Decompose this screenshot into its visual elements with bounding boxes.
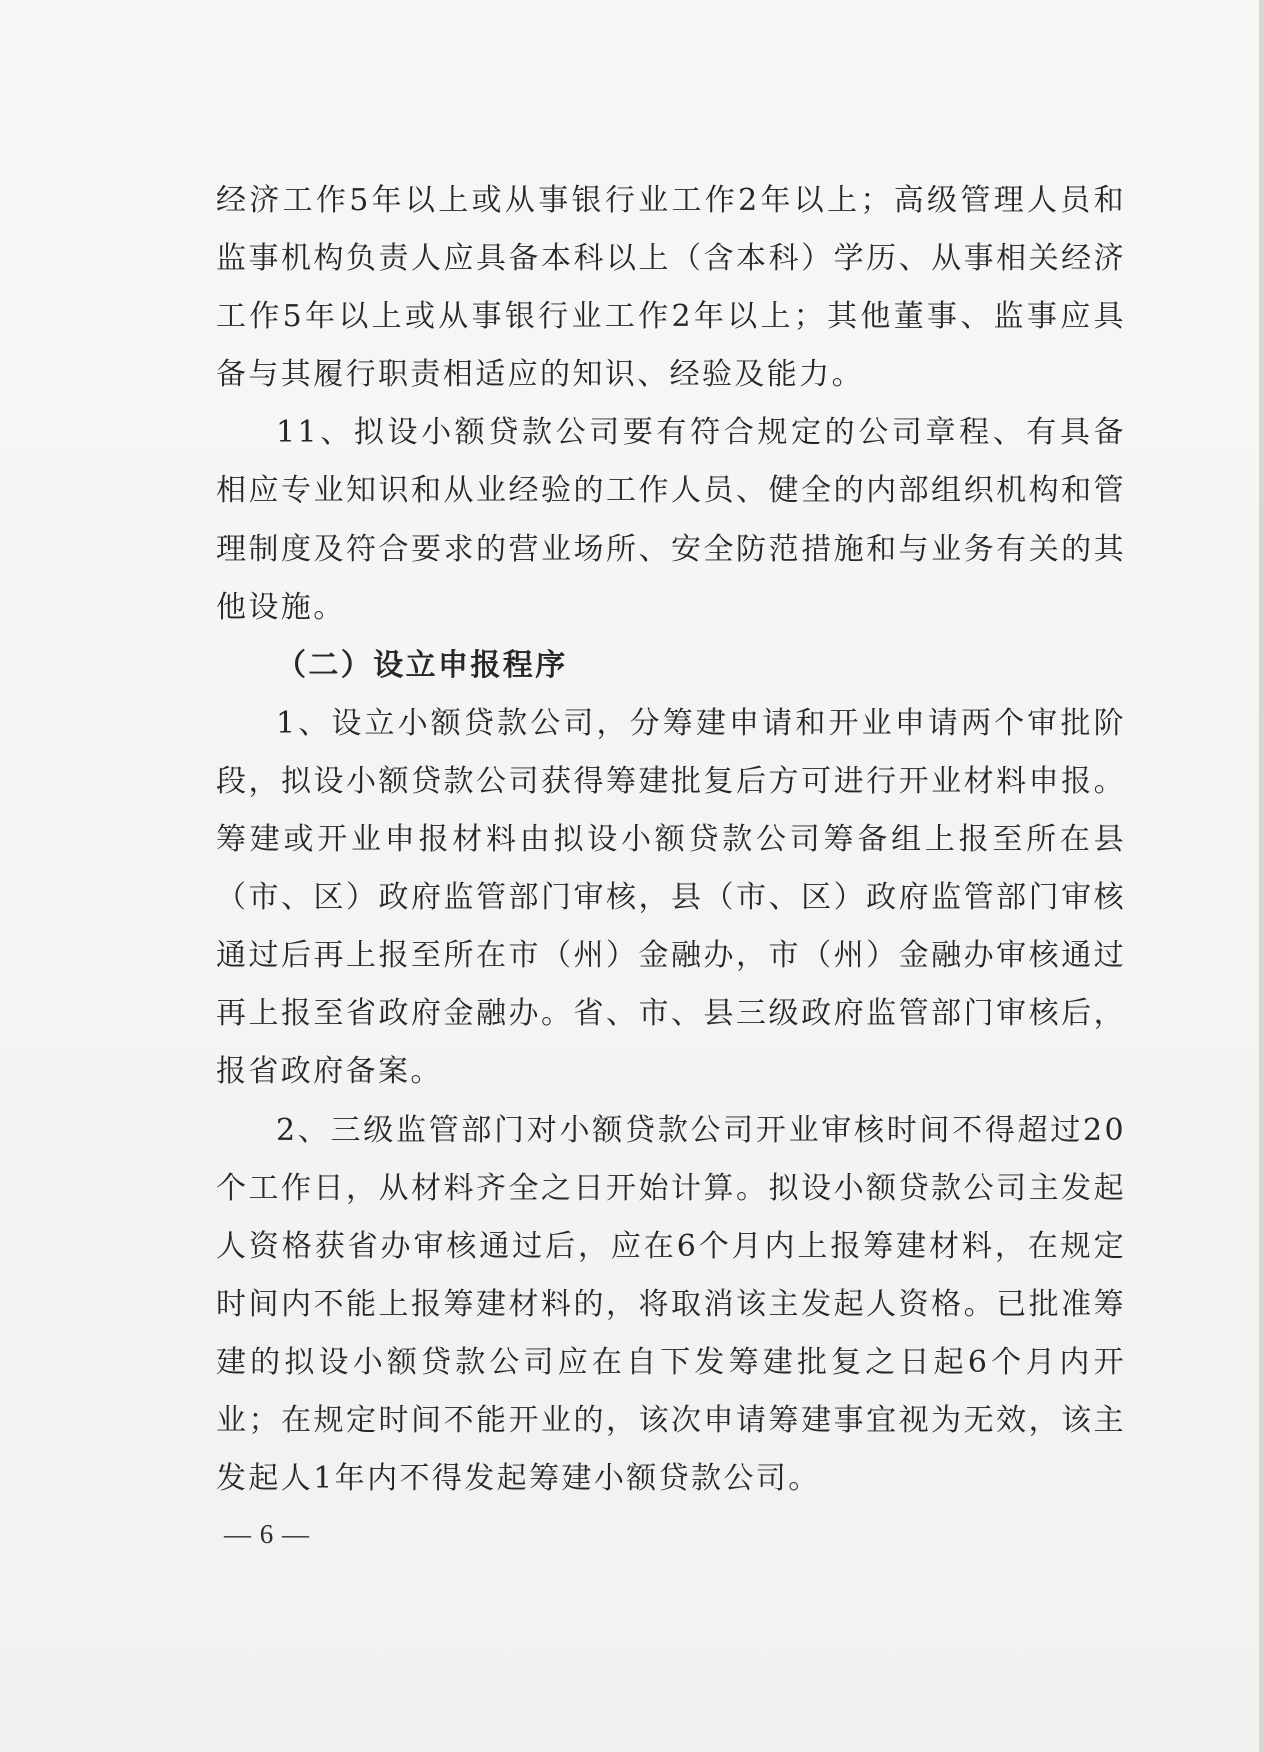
paragraph-procedure-item-1: 1、设立小额贷款公司，分筹建申请和开业申请两个审批阶段，拟设小额贷款公司获得筹建批复后方可进行开业材料申报。筹建或开业申报材料由拟设小额贷款公司筹备组上报至所在县（市、区）政府监管部门审核，县（市、区）政府监管部门审核通过后再上报至所在市（州）金融办，市（州）金融办审核通过再上报至省政府金融办。省、市、县三级政府监管部门审核后，报省政府备案。	[216, 705, 1126, 1090]
document-body	[216, 172, 1126, 1508]
paragraph-item-11: 11、拟设小额贷款公司要有符合规定的公司章程、有具备相应专业知识和从业经验的工作人员、健全的内部组织机构和管理制度及符合要求的营业场所、安全防范措施和与业务有关的其他设施。	[216, 415, 1126, 625]
paragraph-qualification-continuation: 经济工作5年以上或从事银行业工作2年以上；高级管理人员和监事机构负责人应具备本科以上（含本科）学历、从事相关经济工作5年以上或从事银行业工作2年以上；其他董事、监事应具备与其履行职责相适应的知识、经验及能力。	[216, 183, 1126, 393]
scan-border	[1259, 0, 1264, 1752]
page-number: — 6 —	[224, 1519, 310, 1549]
section-heading-application-procedure: （二）设立申报程序	[276, 647, 568, 683]
paragraph-procedure-item-2: 2、三级监管部门对小额贷款公司开业审核时间不得超过20个工作日，从材料齐全之日开始计算。拟设小额贷款公司主发起人资格获省办审核通过后，应在6个月内上报筹建材料，在规定时间内不能上报筹建材料的，将取消该主发起人资格。已批准筹建的拟设小额贷款公司应在自下发筹建批复之日起6个月内开业；在规定时间不能开业的，该次申请筹建事宜视为无效，该主发起人1年内不得发起筹建小额贷款公司。	[216, 1112, 1126, 1497]
